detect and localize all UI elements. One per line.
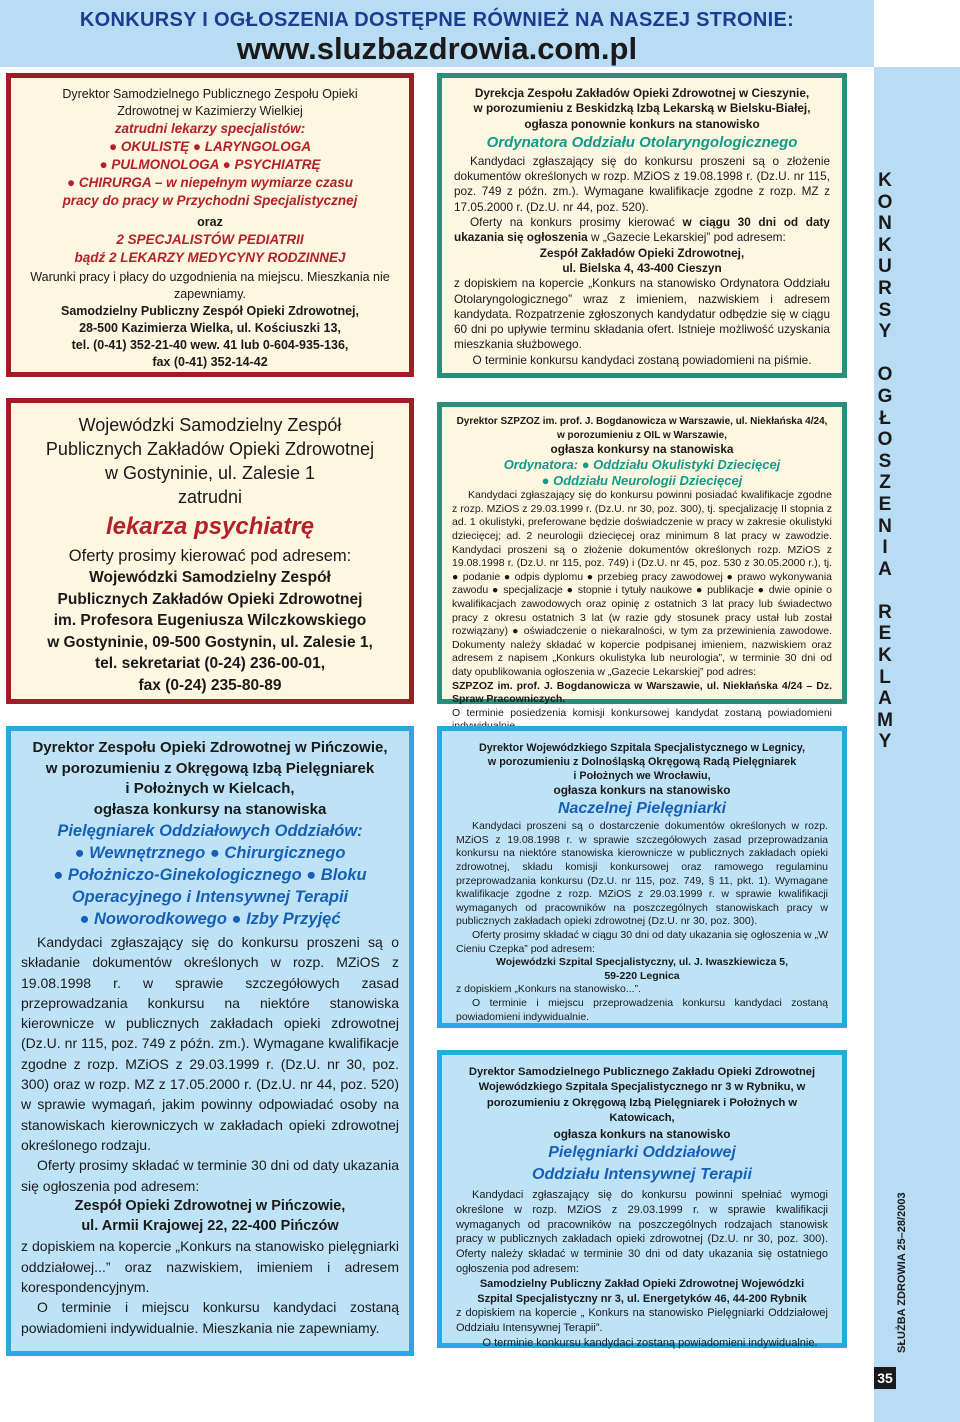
vertical-letter: O (877, 364, 893, 386)
ad5-employer: i Położnych w Kielcach, (125, 780, 295, 797)
ad1-position: 2 SPECJALISTÓW PEDIATRII (116, 232, 304, 247)
vertical-letter: K (878, 645, 892, 667)
ad3-address: Zespół Zakładów Opieki Zdrowotnej, (539, 245, 745, 260)
ad2-employer: w Gostyninie, ul. Zalesie 1 (104, 463, 316, 483)
ad2-address: im. Profesora Eugeniusza Wilczkowskiego (53, 612, 367, 629)
vertical-letter: U (878, 256, 892, 278)
ad1-conditions: Warunki pracy i płacy do uzgodnienia na miejscu. Mieszkania nie zapewniamy. (30, 270, 390, 301)
ad1-line: Dyrektor Samodzielnego Publicznego Zespołu Opieki (62, 87, 358, 101)
ad6-employer: w porozumieniu z Dolnośląską Okręgową Radą Pielęgniarek (487, 756, 797, 768)
section-vertical-label (876, 170, 894, 753)
ad5-position-title: Pielęgniarek Oddziałowych Oddziałów: (57, 822, 363, 840)
ad7-employer: Wojewódzkiego Szpitala Specjalistycznego nr 3 w Rybniku, w porozumieniu z Okręgową Izbą Pielęgniarek i Położnych w Katowicach, (478, 1081, 806, 1125)
ad5-notice: O terminie i miejscu konkursu kandydaci zostaną powiadomieni indywidualnie. Mieszkania nie zapewniamy. (21, 1299, 399, 1336)
ad6-address: Wojewódzki Szpital Specjalistyczny, ul. J. Iwaszkiewicza 5, (496, 956, 788, 969)
vertical-letter: O (877, 191, 893, 213)
vertical-letter: L (879, 666, 891, 688)
ad5-envelope: z dopiskiem na kopercie „Konkurs na stanowisko pielęgniarki oddziałowej...” oraz nazwiskiem, imieniem i adresem korespondencyjnym. (21, 1238, 399, 1296)
ad4-requirements: Kandydaci zgłaszający się do konkursu powinni posiadać kwalifikacje zgodne z rozp. MZiOS z 29.03.1999 r. (Dz.U. nr 30, poz. 300), tj. specjalizację II stopnia z ad. 1 okulistyki, preferowane będzie doświadczenie w pracy w zakresie okulistyki dziecięcej; ad. 2 neurologii dziecięcej oraz minimum 8 lat pracy w zawodzie. Kandydaci proszeni są o złożenie dokumentów określonych rozp. MZiOS z 19.08.1998 r. (Dz.U. nr 115, poz. 749) i (Dz.U. nr 45, poz. 530 z 30.05.2000 r.), tj. ● podanie ● odpis dyplomu ● przebieg pracy zawodowej ● prawo wykonywania zawodu ● specjalizacje ● stopnie i tytuły naukowe ● publikacje ● dwie opinie o kwalifikacjach zawodowych oraz opinię z ostatnich 3 lat pracy lub świadectwo pracy z okresu ostatnich 3 lat (w razie gdy stosunek pracy ustał lub został rozwiązany) ● oświadczenie o niekaralności, w tym za przewinienia zawodowe. Dokumenty należy składać w kopercie podpisanej imieniem, nazwiskiem oraz adresem z napisem „Konkurs okulistyka lub neurologia”, w terminie 30 dni od daty opublikowania ogłoszenia w „Gazecie Lekarskiej” pod adres: (452, 489, 832, 679)
ad5-employer: Dyrektor Zespołu Opieki Zdrowotnej w Pińczowie, (32, 739, 388, 756)
ad4-announce: ogłasza konkursy na stanowiska (550, 442, 734, 456)
ad6-offer: Oferty prosimy składać w ciągu 30 dni od daty ukazania się ogłoszenia w „W Cieniu Czepka” pod adresem: (456, 929, 828, 955)
ad3-employer: w porozumieniu z Beskidzką Izbą Lekarską w Bielsku-Białej, (473, 101, 811, 116)
vertical-letter: G (877, 385, 893, 407)
vertical-letter: S (878, 450, 892, 472)
ad1-address: 28-500 Kazimierza Wielka, ul. Kościuszki 13, (79, 321, 341, 335)
vertical-letter: I (882, 537, 888, 559)
vertical-letter: A (878, 688, 892, 710)
ad3-envelope: z dopiskiem na kopercie „Konkurs na stanowisko Ordynatora Oddziału Otolaryngologicznego” wraz z imieniem, nazwiskiem i adresem kandydata. Rozpatrzenie zgłoszonych kandydatur odbędzie się w ciągu 60 dni po upływie terminu składania ofert. Istnieje możliwość uzyskania mieszkania służbowego. (454, 276, 830, 352)
ad2-address: Wojewódzki Samodzielny Zespół (89, 569, 331, 586)
vertical-letter: K (878, 170, 892, 191)
ad-legnica (437, 726, 847, 1028)
vertical-letter: E (878, 623, 892, 645)
vertical-letter: Ł (879, 407, 891, 429)
ad7-position-title: Pielęgniarki Oddziałowej (548, 1143, 736, 1161)
ad-pinczow (6, 726, 414, 1356)
vertical-letter: N (878, 213, 892, 235)
ad3-requirements: Kandydaci zgłaszający się do konkursu proszeni są o złożenie dokumentów określonych w rozp. MZiOS z 19.08.1998 r. (Dz.U. nr 115, poz. 749 z późn. zm.). Wymagane kwalifikacje zgodne z rozp. MZ z 17.05.2000 r. (Dz.U. nr 44, poz. 520). (454, 153, 830, 214)
ad6-notice: O terminie i miejscu przeprowadzenia konkursu kandydaci zostaną powiadomieni indywidualnie. (456, 997, 828, 1023)
ad3-notice: O terminie konkursu kandydaci zostaną powiadomieni na piśmie. (472, 352, 812, 367)
ad2-employer: Publicznych Zakładów Opieki Zdrowotnej (45, 439, 375, 459)
ad6-announce: ogłasza konkurs na stanowisko (553, 783, 731, 797)
ad7-address: Samodzielny Publiczny Zakład Opieki Zdrowotnej Wojewódzki (479, 1277, 805, 1290)
ad2-fax: fax (0-24) 235-80-89 (138, 676, 282, 694)
ad-kazimierza-wielka (6, 73, 414, 377)
ad1-address: Samodzielny Publiczny Zespół Opieki Zdrowotnej, (61, 304, 359, 318)
vertical-letter: Y (878, 731, 892, 753)
ad6-employer: i Położnych we Wrocławiu, (573, 770, 711, 782)
ad4-notice: O terminie posiedzenia komisji konkursowej kandydat zostaną powiadomieni (452, 706, 832, 719)
ad5-position-title: ● Wewnętrznego ● Chirurgicznego (74, 844, 346, 862)
banner-url[interactable]: www.sluzbazdrowia.com.pl (236, 31, 638, 66)
ad2-address: Publicznych Zakładów Opieki Zdrowotnej (57, 590, 363, 608)
ad6-address: 59-220 Legnica (604, 969, 680, 982)
ad6-requirements: Kandydaci proszeni są o dostarczenie dokumentów określonych w rozp. MZiOS z 19.08.1998 r. w sprawie szczegółowych zasad przeprowadzania konkursu na niektóre stanowiska kierownicze w publicznych zakładach opieki zdrowotnej, składu komisji konkursowej oraz ramowego regulaminu przeprowadzania konkursu (Dz.U. nr 115, poz. 749, § 11, pkt. 1). Wymagane kwalifikacje zgodne z rozp. MZiOS z 29.03.1999 r. w sprawie kwalifikacji wymaganych od pracowników na poszczególnych stanowiskach pracy w publicznych zakładach opieki zdrowotnej (Dz.U. nr 30, poz. 300). (456, 820, 828, 928)
ad1-line: Zdrowotnej w Kazimierzy Wielkiej (117, 104, 303, 118)
ad1-phone: tel. (0-41) 352-21-40 wew. 41 lub 0-604-935-136, (71, 338, 349, 352)
ad-warszawa-szpzoz (437, 402, 847, 719)
ad3-announce: ogłasza ponownie konkurs na stanowisko (524, 116, 760, 131)
ad6-envelope: z dopiskiem „Konkurs na stanowisko...”. (456, 983, 641, 996)
ad5-employer: w porozumieniu z Okręgową Izbą Pielęgniarek (45, 759, 375, 777)
ad7-requirements: Kandydaci zgłaszający się do konkursu powinni spełniać wymogi określone w rozp. MZiOS z 29.03.1999 r. w sprawie kwalifikacji wymaganych od pracowników na poszczególnych rodzajach stanowisk pracy w publicznych zakładach opieki zdrowotnej (Dz.U. nr 30, poz. 300). Oferty należy składać w terminie 30 dni od daty ukazania się ostatniego ogłoszenia pod adresem: (456, 1188, 828, 1275)
ad6-employer: Dyrektor Wojewódzkiego Szpitala Specjalistycznego w Legnicy, (479, 742, 805, 754)
ad5-offer: Oferty prosimy składać w terminie 30 dni od daty ukazania się ogłoszenia pod adresem: (21, 1157, 399, 1194)
ad4-employer: w porozumieniu z OIL w Warszawie, (556, 430, 728, 441)
ad5-position-title: ● Noworodkowego ● Izby Przyjęć (79, 910, 341, 928)
ad7-employer: Dyrektor Samodzielnego Publicznego Zakładu Opieki Zdrowotnej (468, 1066, 816, 1078)
ad5-address: ul. Armii Krajowej 22, 22-400 Pińczów (81, 1218, 339, 1235)
ad3-address: ul. Bielska 4, 43-400 Cieszyn (562, 260, 722, 275)
vertical-letter: M (877, 709, 893, 731)
banner-headline: KONKURSY I OGŁOSZENIA DOSTĘPNE RÓWNIEŻ NA NASZEJ STRONIE: (79, 9, 795, 31)
ad7-envelope: z dopiskiem na kopercie „ Konkurs na stanowisko Pielęgniarki Oddziałowej Oddziału Intensywnej Terapii”. (456, 1307, 828, 1335)
vertical-letter: E (878, 493, 892, 515)
ad1-position: pracy do pracy w Przychodni Specjalistycznej (62, 193, 358, 208)
ad3-offer: Oferty na konkurs prosimy kierować w ciągu 30 dni od daty ukazania się ogłoszenia w „Gazecie Lekarskiej” pod adresem: (454, 215, 830, 245)
page-number: 35 (874, 1367, 896, 1389)
vertical-letter: Z (879, 472, 891, 494)
ad-cieszyn (437, 73, 847, 378)
magazine-footer: SŁUŻBA ZDROWIA 25–28/2003 (896, 1192, 908, 1353)
ad7-notice: O terminie konkursu kandydaci zostaną powiadomieni indywidualnie. (482, 1336, 818, 1349)
ad1-position: ● PULMONOLOGA ● PSYCHIATRĘ (99, 157, 321, 172)
top-banner (0, 0, 874, 67)
ad-rybnik (437, 1050, 847, 1348)
ad2-phone: tel. sekretariat (0-24) 236-00-01, (94, 655, 326, 672)
ad5-address: Zespół Opieki Zdrowotnej w Pińczowie, (74, 1197, 346, 1214)
ad3-position-title: Ordynatora Oddziału Otolaryngologicznego (486, 133, 798, 151)
ad1-position: ● OKULISTĘ ● LARYNGOLOGA (108, 139, 312, 154)
ad7-announce: ogłasza konkurs na stanowisko (553, 1126, 731, 1141)
vertical-letter: Y (878, 321, 892, 343)
ad1-oraz: oraz (197, 215, 223, 229)
vertical-letter (876, 580, 894, 602)
ad5-position-title: Operacyjnego i Intensywnej Terapii (71, 888, 349, 906)
ad5-announce: ogłasza konkursy na stanowiska (93, 800, 327, 818)
vertical-letter (876, 343, 894, 365)
ad4-position-title: Ordynatora: ● Oddziału Okulistyki Dziecięcej (503, 457, 781, 473)
ad6-position-title: Naczelnej Pielęgniarki (557, 800, 727, 818)
ad3-employer: Dyrekcja Zespołu Zakładów Opieki Zdrowotnej w Cieszynie, (474, 86, 810, 100)
ad1-position: bądź 2 LEKARZY MEDYCYNY RODZINNEJ (74, 250, 346, 265)
ad5-position-title: ● Położniczo-Ginekologicznego ● Bloku (53, 866, 367, 884)
ad2-position-title: lekarza psychiatrę (105, 513, 315, 540)
ad4-position-title: ● Oddziału Neurologii Dziecięcej (541, 473, 743, 489)
vertical-letter: O (877, 429, 893, 451)
vertical-letter: K (878, 234, 892, 256)
ad5-requirements: Kandydaci zgłaszający się do konkursu proszeni są o składanie dokumentów określonych w rozp. MZiOS z 19.08.1998 r. w sprawie szczegółowych zasad przeprowadzania konkursu na niektóre stanowiska kierownicze w publicznych zakładach opieki zdrowotnej (Dz.U. nr 115, poz. 749 z późn. zm.). Wymagane kwalifikacje zgodne z rozp. MZiOS z 29.03.1999 r. (Dz.U. nr 30, poz. 300) oraz w rozp. MZ z 17.05.2000 r. (Dz.U. nr 44, poz. 520) w sprawie wymagań, jakim powinny odpowiadać osoby na stanowiskach kierowniczych w zakładach opieki zdrowotnej określonego rodzaju. (21, 934, 399, 1153)
ad2-offer-line: Oferty prosimy kierować pod adresem: (68, 547, 352, 565)
ad1-position: ● CHIRURGA – w niepełnym wymiarze czasu (67, 175, 353, 190)
vertical-letter: A (878, 558, 892, 580)
ad-gostynin (6, 398, 414, 704)
vertical-letter: R (878, 601, 892, 623)
ad1-fax: fax (0-41) 352-14-42 (152, 355, 268, 369)
vertical-letter: R (878, 277, 892, 299)
ad4-employer: Dyrektor SZPZOZ im. prof. J. Bogdanowicza w Warszawie, ul. Niekłańska 4/24, (456, 416, 828, 427)
ad2-employer: Wojewódzki Samodzielny Zespół (78, 415, 342, 435)
ad7-position-title: Oddziału Intensywnej Terapii (532, 1165, 752, 1183)
ad2-verb: zatrudni (177, 487, 243, 507)
vertical-letter: S (878, 299, 892, 321)
ad7-address: Szpital Specjalistyczny nr 3, ul. Energetyków 46, 44-200 Rybnik (477, 1292, 807, 1305)
ad2-address: w Gostyninie, 09-500 Gostynin, ul. Zalesie 1, (47, 633, 373, 651)
ad4-address: SZPZOZ im. prof. J. Bogdanowicza w Warszawie, ul. Niekłańska 4/24 – Dz. Spraw Pracowniczych. (452, 679, 832, 706)
ad1-heading: zatrudni lekarzy specjalistów: (114, 121, 306, 136)
vertical-letter: N (878, 515, 892, 537)
